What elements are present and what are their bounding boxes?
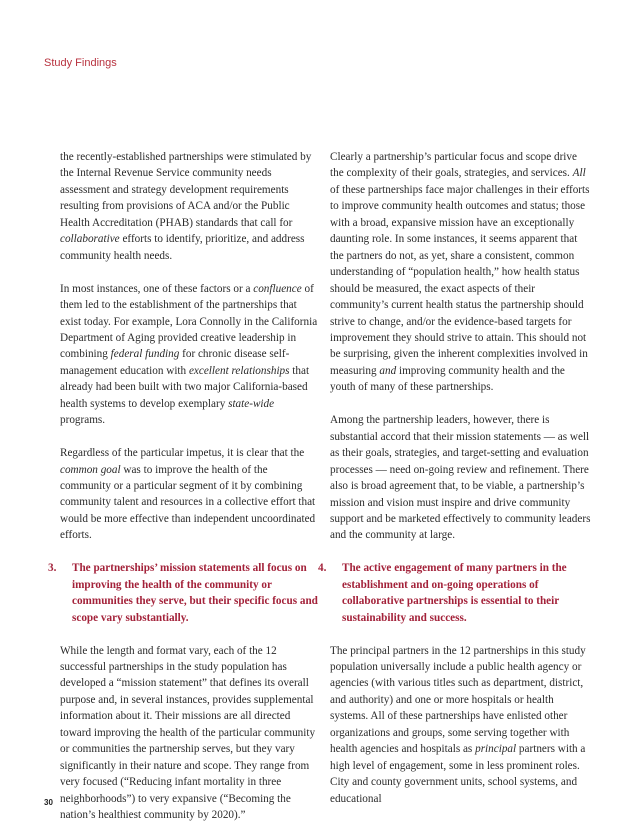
- emphasis: All: [572, 167, 586, 180]
- finding-text: The active engagement of many partners in the establishment and on-going operations of collaborative partnerships is essential to their sustainability and success.: [342, 562, 567, 624]
- finding-text: The partnerships’ mission statements all focus on improving the health of the community or communities they serve, but their specific focus and scope vary substantially.: [72, 562, 318, 624]
- finding-heading-4: [318, 560, 592, 626]
- right-column: [318, 149, 592, 807]
- paragraph: The principal partners in the 12 partnerships in this study population universally include a public health agency or agencies (with various titles such as department, district, and authority) and one or more hospitals or health systems. All of these partnerships have enlisted other organizations and groups, some serving together with health agencies and hospitals as principal partners with a high level of engagement, some in less prominent roles. City and county government units, school systems, and educational: [330, 644, 586, 805]
- emphasis: confluence: [253, 282, 302, 295]
- section-title: Study Findings: [44, 57, 117, 69]
- emphasis: state-wide: [228, 397, 275, 410]
- page-number: 30: [44, 798, 53, 807]
- emphasis: federal funding: [110, 348, 180, 361]
- paragraph: Among the partnership leaders, however, there is substantial accord that their mission statements — as well as their goals, strategies, and target-setting and evaluation processes — need on-going review and refinement. There also is broad agreement that, to be viable, a partnership’s mission and vision must inspire and drive community support and be marketed effectively to community leaders and the community at large.: [330, 414, 591, 542]
- paragraph: the recently-established partnerships were stimulated by the Internal Revenue Service community needs assessment and strategy development requirements resulting from provisions of ACA and/or the Public Health Accreditation (PHAB) standards that call for collaborative efforts to identify, prioritize, and address community health needs.: [60, 151, 312, 262]
- finding-number: 4.: [318, 562, 327, 575]
- finding-number: 3.: [48, 562, 57, 575]
- emphasis: collaborative: [60, 233, 120, 246]
- emphasis: and: [379, 364, 397, 377]
- paragraph: Clearly a partnership’s particular focus and scope drive the complexity of their goals, strategies, and services. All of these partnerships face major challenges in their efforts to improve community health outcomes and status; those with a broad, expansive mission have an exceptionally daunting role. In some instances, it seems apparent that the partners do not, as yet, share a consistent, common understanding of “population health,” how health status should be measured, the exact aspects of their community’s current health status the partnership should strive to change, and/or the evidence-based targets for improvement they should strive to attain. This should not be surprising, given the inherent complexities involved in measuring and improving community health and the youth of many of these partnerships.: [330, 151, 590, 394]
- emphasis: common goal: [60, 463, 121, 476]
- paragraph: In most instances, one of these factors or a confluence of them led to the establishment of the partnerships that exist today. For example, Lora Connolly in the California Department of Aging provided creative leadership in combining federal funding for chronic disease self-management education with excellent relationships that already had been built with two major California-based health systems to develop exemplary state-wide programs.: [60, 282, 318, 427]
- finding-heading-3: [48, 560, 318, 626]
- paragraph: While the length and format vary, each of the 12 successful partnerships in the study population has developed a “mission statement” that defines its overall purpose and, in several instances, provides supplemental information about it. Their missions are all directed toward improving the health of the particular community or communities the partnership serves, but they vary significantly in their nature and scope. They range from very focused (“Reducing infant mortality in three neighborhoods”) to very expansive (“Becoming the nation’s healthiest community by 2020).”: [60, 644, 316, 822]
- emphasis: excellent relationships: [188, 364, 290, 377]
- emphasis: principal: [475, 743, 517, 756]
- paragraph: Regardless of the particular impetus, it is clear that the common goal was to improve the health of the community or a particular segment of it by combining community talent and resources in a collective effort that would be more effective than independent uncoordinated efforts.: [60, 447, 316, 542]
